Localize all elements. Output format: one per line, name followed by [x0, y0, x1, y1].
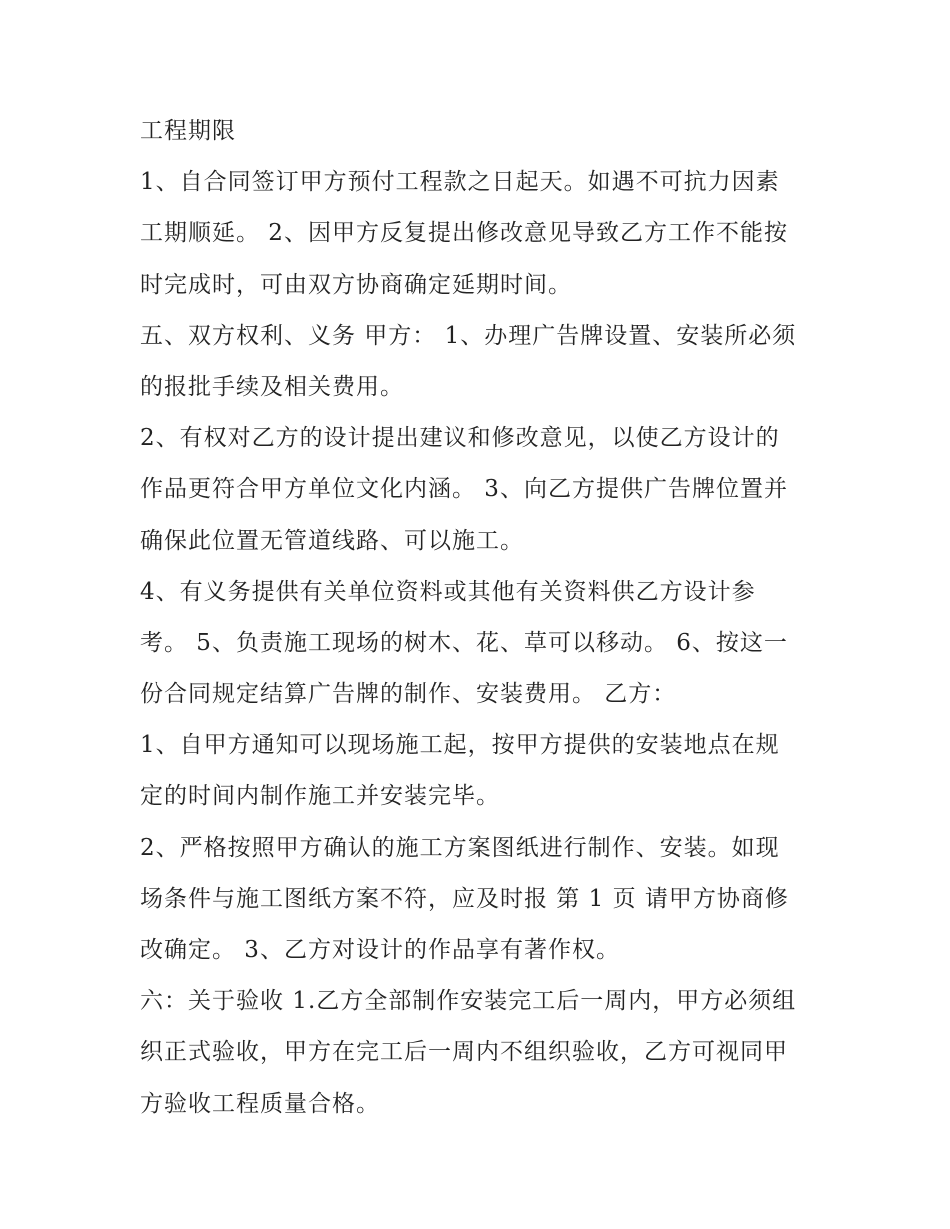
text-line: 作品更符合甲方单位文化内涵。 3、向乙方提供广告牌位置并: [140, 476, 788, 503]
text-line: 六：关于验收 1.乙方全部制作安装完工后一周内，甲方必须组: [140, 988, 797, 1015]
text-line: 五、双方权利、义务 甲方： 1、办理广告牌设置、安装所必须: [140, 322, 797, 349]
text-line: 工期顺延。 2、因甲方反复提出修改意见导致乙方工作不能按: [140, 220, 788, 247]
text-line: 改确定。 3、乙方对设计的作品享有著作权。: [140, 937, 620, 963]
text-line: 时完成时，可由双方协商确定延期时间。: [140, 271, 572, 298]
text-line: 方验收工程质量合格。: [140, 1090, 380, 1117]
text-line: 份合同规定结算广告牌的制作、安装费用。 乙方：: [140, 681, 677, 708]
section-heading: 工程期限: [140, 118, 236, 144]
text-line: 2、有权对乙方的设计提出建议和修改意见，以使乙方设计的: [140, 425, 780, 452]
contract-text: [140, 106, 830, 1130]
text-line: 考。 5、负责施工现场的树木、花、草可以移动。 6、按这一: [140, 629, 788, 656]
text-line: 定的时间内制作施工并安装完毕。: [140, 783, 500, 810]
text-line: 2、严格按照甲方确认的施工方案图纸进行制作、安装。如现: [140, 834, 780, 861]
text-line: 1、自合同签订甲方预付工程款之日起天。如遇不可抗力因素: [140, 169, 780, 196]
text-line: 4、有义务提供有关单位资料或其他有关资料供乙方设计参: [140, 578, 756, 605]
text-line: 场条件与施工图纸方案不符，应及时报 第 1 页 请甲方协商修: [140, 885, 789, 912]
text-line: 的报批手续及相关费用。: [140, 373, 404, 400]
text-line: 1、自甲方通知可以现场施工起，按甲方提供的安装地点在规: [140, 732, 780, 759]
text-line: 织正式验收，甲方在完工后一周内不组织验收，乙方可视同甲: [140, 1039, 788, 1066]
text-line: 确保此位置无管道线路、可以施工。: [140, 527, 524, 554]
